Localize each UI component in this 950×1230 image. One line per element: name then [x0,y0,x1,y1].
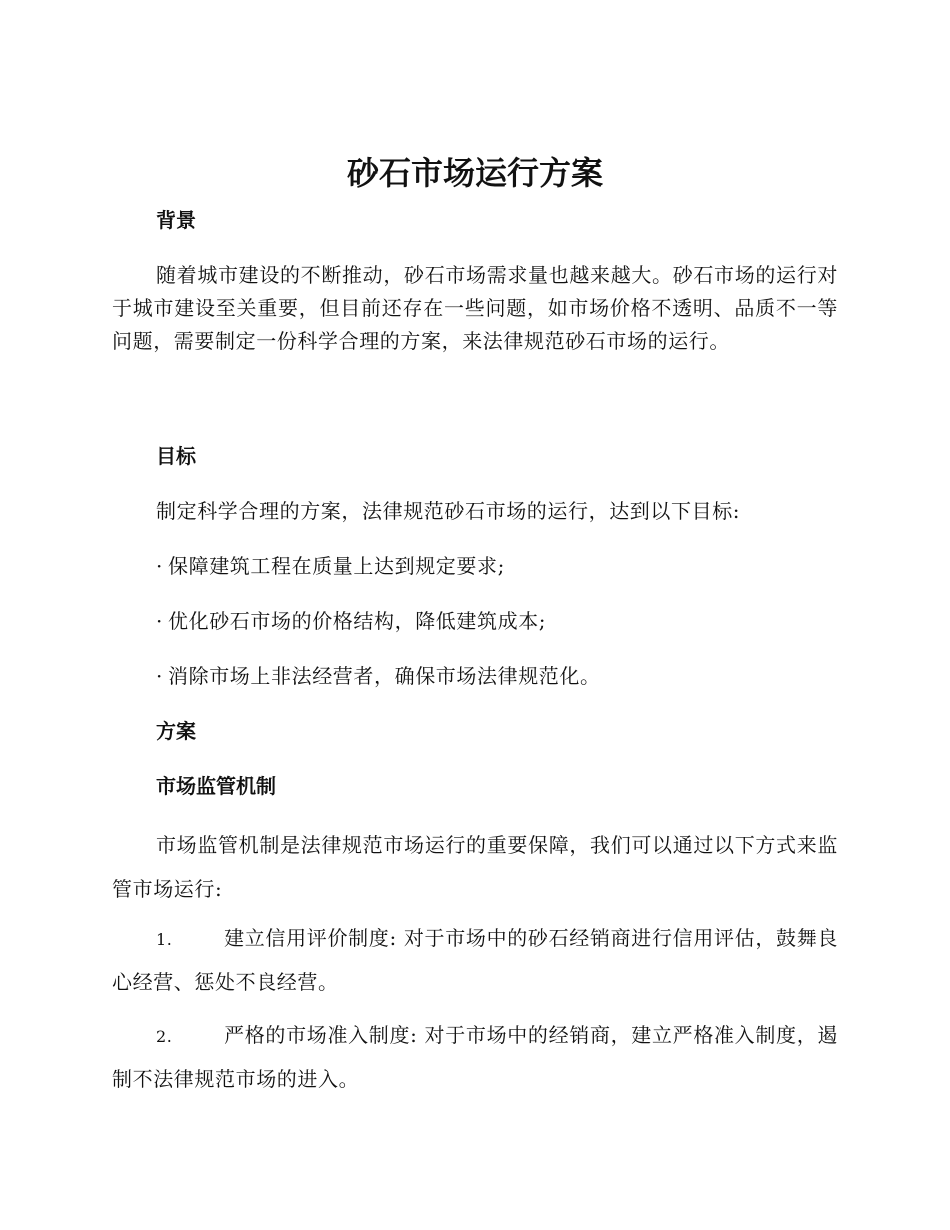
goal-item-text: 优化砂石市场的价格结构，降低建筑成本; [168,609,547,633]
item-text: 建立信用评价制度: 对于市场中的砂石经销商进行信用评估，鼓舞良心经营、惩处不良经营。 [112,926,838,994]
numbered-item [112,1014,838,1100]
bullet-icon: · [156,554,163,578]
document-title: 砂石市场运行方案 [346,154,603,192]
bullet-icon: · [156,609,163,633]
goal-item-text: 消除市场上非法经营者，确保市场法律规范化。 [168,664,601,688]
goal-item [156,606,546,636]
background-paragraph: 随着城市建设的不断推动，砂石市场需求量也越来越大。砂石市场的运行对于城市建设至关重要，但目前还存在一些问题，如市场价格不透明、品质不一等问题，需要制定一份科学合理的方案，来法律规范砂石市场的运行。 [112,263,838,353]
item-number: 1. [156,930,173,949]
subheading-market-supervision: 市场监管机制 [156,774,276,798]
item-text: 严格的市场准入制度: 对于市场中的经销商，建立严格准入制度，遏制不法律规范市场的进入。 [112,1023,838,1091]
heading-goals: 目标 [156,444,196,468]
numbered-item [112,917,838,1003]
plan-paragraph: 市场监管机制是法律规范市场运行的重要保障，我们可以通过以下方式来监管市场运行: [112,833,838,901]
goal-item [156,551,505,581]
heading-background: 背景 [156,208,196,232]
item-number: 2. [156,1027,173,1046]
bullet-icon: · [156,664,163,688]
goal-item [156,661,601,691]
goal-item-text: 保障建筑工程在质量上达到规定要求; [168,554,505,578]
goals-intro: 制定科学合理的方案，法律规范砂石市场的运行，达到以下目标: [156,499,741,523]
heading-plan: 方案 [156,719,196,743]
